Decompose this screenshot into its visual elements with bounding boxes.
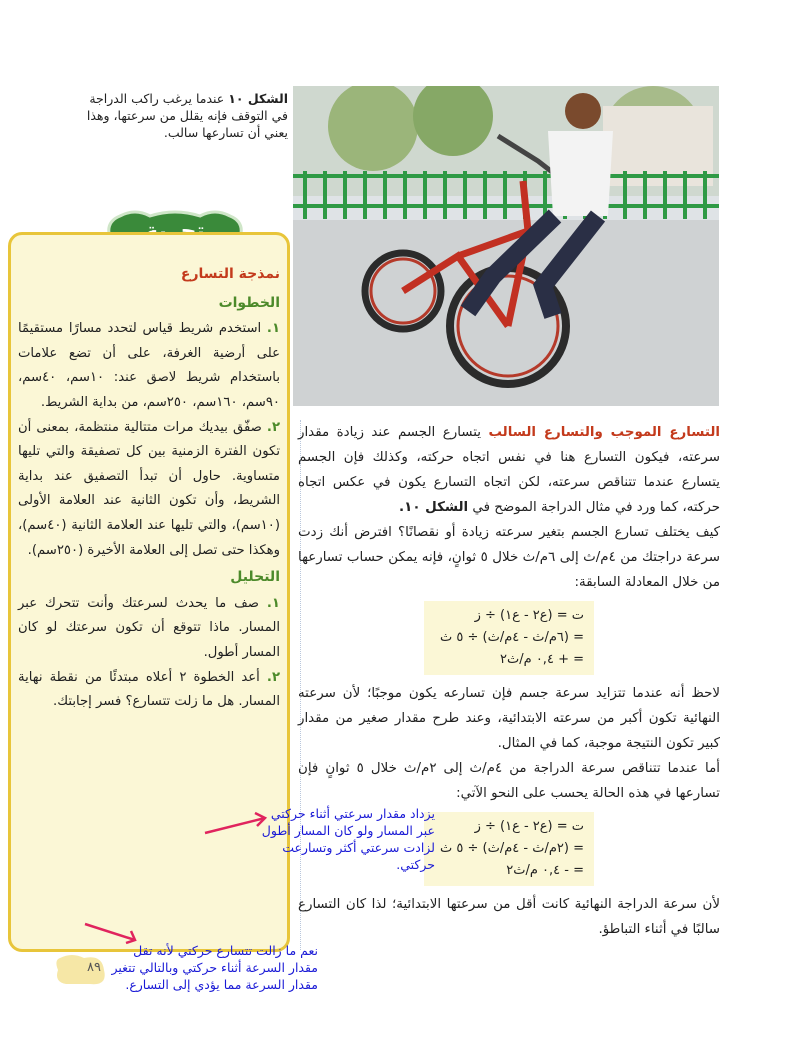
analysis-heading: التحليل	[230, 569, 280, 586]
analysis-number: ٢.	[266, 669, 280, 685]
figure-caption-text: عندما يرغب راكب الدراجة في التوقف فإنه يقلل من سرعتها، وهذا يعني أن تسارعها سالب.	[86, 91, 288, 140]
equation-line: ت = (ع٢ - ع١) ÷ ز	[474, 819, 584, 834]
equation-line: = (٦م/ث - ٤م/ث) ÷ ٥ ث	[440, 630, 584, 645]
step-number: ١.	[266, 321, 280, 337]
step-text: صفّق بيديك مرات متتالية منتظمة، بمعنى أن تكون الفترة الزمنية بين كل تصفيقة والتي تليها متساوية. حاول أن تبدأ التصفيق عند بداية الشريط، وأن تكون الثانية عند العلامة الأولى (١٠سم)، والتي تليها عند العلامة الثانية (٤٠سم)، وهكذا حتى تصل إلى العلامة الأخيرة (٢٥٠سم).	[18, 419, 280, 558]
equation-line: = - ٠,٤ م/ث٢	[506, 863, 584, 878]
step-number: ٢.	[266, 419, 280, 435]
section-heading: التسارع الموجب والتسارع السالب	[488, 425, 720, 440]
analysis-text: صف ما يحدث لسرعتك وأنت تتحرك عبر المسار. ماذا تتوقع أن تكون سرعتك لو كان المسار أطول.	[18, 595, 280, 660]
equation-line: = (٢م/ث - ٤م/ث) ÷ ٥ ث	[440, 841, 584, 856]
paragraph: أما عندما تتناقص سرعة الدراجة من ٤م/ث إلى ٢م/ث خلال ٥ ثوانٍ فإن تسارعها في هذه الحالة يحسب على النحو الآتي:	[298, 761, 721, 801]
paragraph-text: يتسارع الجسم عند زيادة مقدار سرعته، فيكون التسارع هنا في نفس اتجاه حركته، وكذلك فإن الجسم يتسارع عندما تتناقص سرعته، لكن اتجاه التسارع يكون في عكس اتجاه حركته، كما ورد في مثال الدراجة الموضح في	[298, 425, 720, 515]
paragraph: كيف يختلف تسارع الجسم بتغير سرعته زيادة أو نقصانًا؟ افترض أنك زدت سرعة دراجتك من ٤م/ث إلى ٦م/ث خلال ٥ ثوانٍ، فإنه يمكن حساب تسارعها من خلال المعادلة السابقة:	[298, 525, 721, 590]
equation-line: = + ٠,٤ م/ث٢	[500, 652, 584, 667]
equation-line: ت = (ع٢ - ع١) ÷ ز	[474, 608, 584, 623]
page-number: ٨٩	[87, 960, 101, 975]
handwritten-note-2: نعم ما زالت تتسارع حركتي لأنه تقل مقدار السرعة أثناء حركتي وبالتالي تتغير مقدار السرعة مما يؤدي إلى التسارع.	[111, 943, 318, 992]
handwritten-note-1: يزداد مقدار سرعتي أثناء حركتي عبر المسار ولو كان المسار أطول لزادت سرعتي أكثر وتسارعت حركتي.	[261, 806, 435, 872]
paragraph: لأن سرعة الدراجة النهائية كانت أقل من سرعتها الابتدائية؛ لذا كان التسارع سالبًا في أثناء التباطؤ.	[298, 897, 720, 937]
analysis-text: أعد الخطوة ٢ أعلاه مبتدئًا من نقطة نهاية المسار. هل ما زلت تتسارع؟ فسر إجابتك.	[18, 669, 280, 710]
steps-heading: الخطوات	[218, 294, 280, 311]
paragraph: لاحظ أنه عندما تتزايد سرعة جسم فإن تسارعه يكون موجبًا؛ لأن سرعته النهائية تكون أكبر من سرعته الابتدائية، وعند طرح مقدار صغير من مقدار كبير تكون النتيجة موجبة، كما في المثال.	[298, 686, 720, 751]
experiment-title: نمذجة التسارع	[180, 266, 280, 282]
step-text: استخدم شريط قياس لتحدد مسارًا مستقيمًا على أرضية الغرفة، على أن تضع علامات باستخدام شريط لاصق عند: ١٠سم، ٤٠سم، ٩٠سم، ١٦٠سم، ٢٥٠سم، من بداية الشريط.	[18, 321, 280, 410]
figure-reference: الشكل ١٠.	[399, 500, 469, 515]
analysis-number: ١.	[266, 595, 280, 611]
figure-label: الشكل ١٠	[228, 91, 288, 106]
